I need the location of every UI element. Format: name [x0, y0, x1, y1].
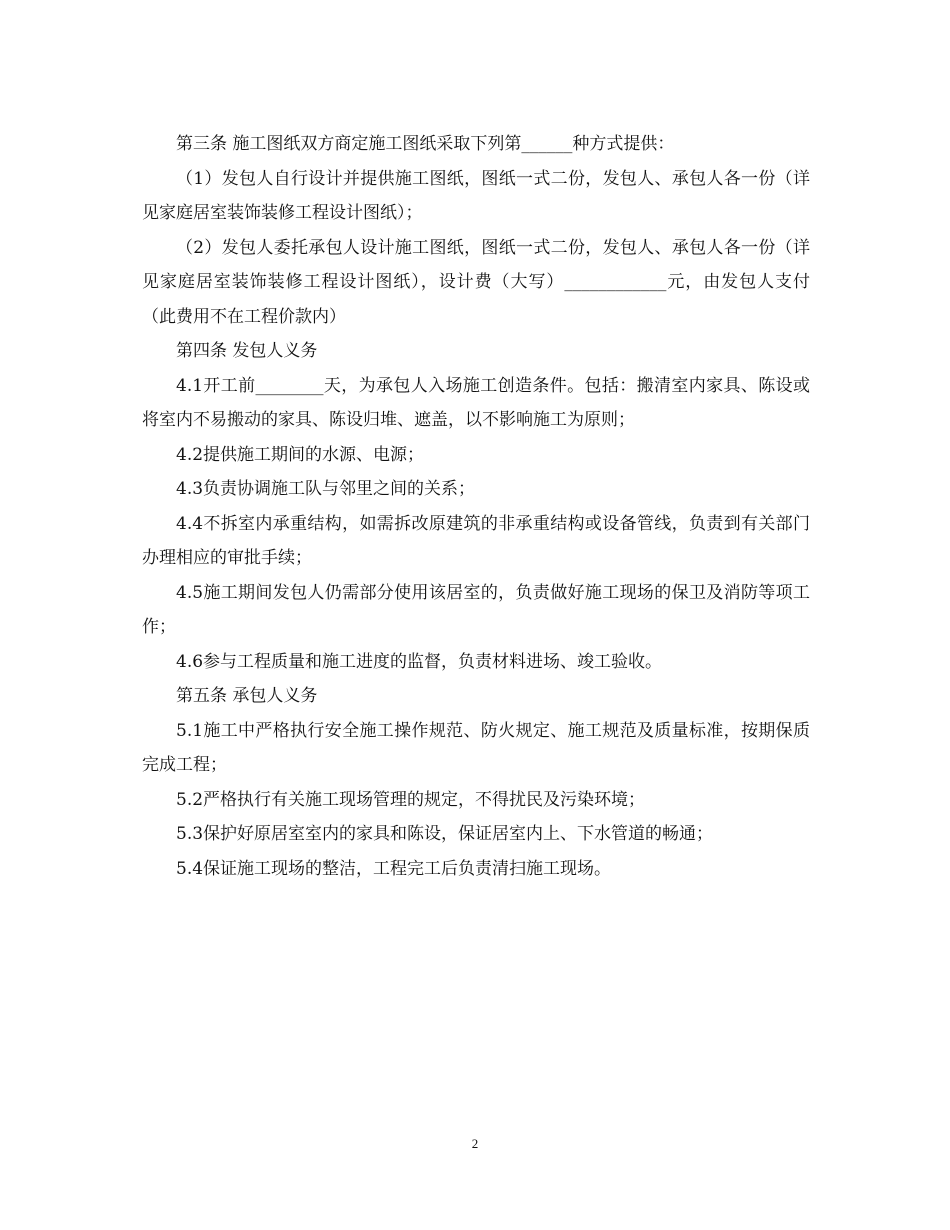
paragraph-5-3: 5.3保护好原居室室内的家具和陈设，保证居室内上、下水管道的畅通； — [176, 824, 714, 844]
paragraph-4-4: 4.4不拆室内承重结构，如需拆改原建筑的非承重结构或设备管线，负责到有关部门办理相应的审批手续； — [142, 513, 810, 568]
page-number: 2 — [471, 1136, 479, 1151]
paragraph-4-6: 4.6参与工程质量和施工进度的监督，负责材料进场、竣工验收。 — [176, 651, 663, 672]
paragraph-5-4: 5.4保证施工现场的整洁，工程完工后负责清扫施工现场。 — [176, 858, 612, 879]
paragraph-4-5: 4.5施工期间发包人仍需部分使用该居室的，负责做好施工现场的保卫及消防等项工作； — [142, 582, 810, 637]
paragraph-article-5-title: 第五条 承包人义务 — [176, 686, 318, 706]
paragraph-4-2: 4.2提供施工期间的水源、电源； — [176, 444, 425, 465]
paragraph-option-1: （1）发包人自行设计并提供施工图纸，图纸一式二份，发包人、承包人各一份（详见家庭居室装饰装修工程设计图纸）； — [142, 168, 810, 223]
paragraph-article-4-title: 第四条 发包人义务 — [176, 341, 318, 361]
paragraph-4-1: 4.1开工前________天，为承包人入场施工创造条件。包括：搬清室内家具、陈设或将室内不易搬动的家具、陈设归堆、遮盖，以不影响施工为原则； — [142, 375, 810, 430]
paragraph-4-3: 4.3负责协调施工队与邻里之间的关系； — [176, 479, 476, 499]
paragraph-option-2: （2）发包人委托承包人设计施工图纸，图纸一式二份，发包人、承包人各一份（详见家庭居室装饰装修工程设计图纸），设计费（大写）____________元，由发包人支付（此费用不在工程价款内） — [142, 237, 810, 327]
document-page — [142, 127, 810, 886]
paragraph-5-2: 5.2严格执行有关施工现场管理的规定，不得扰民及污染环境； — [176, 789, 646, 810]
paragraph-article-3-title: 第三条 施工图纸双方商定施工图纸采取下列第______种方式提供： — [176, 134, 675, 154]
paragraph-5-1: 5.1施工中严格执行安全施工操作规范、防火规定、施工规范及质量标准，按期保质完成工程； — [142, 720, 810, 775]
